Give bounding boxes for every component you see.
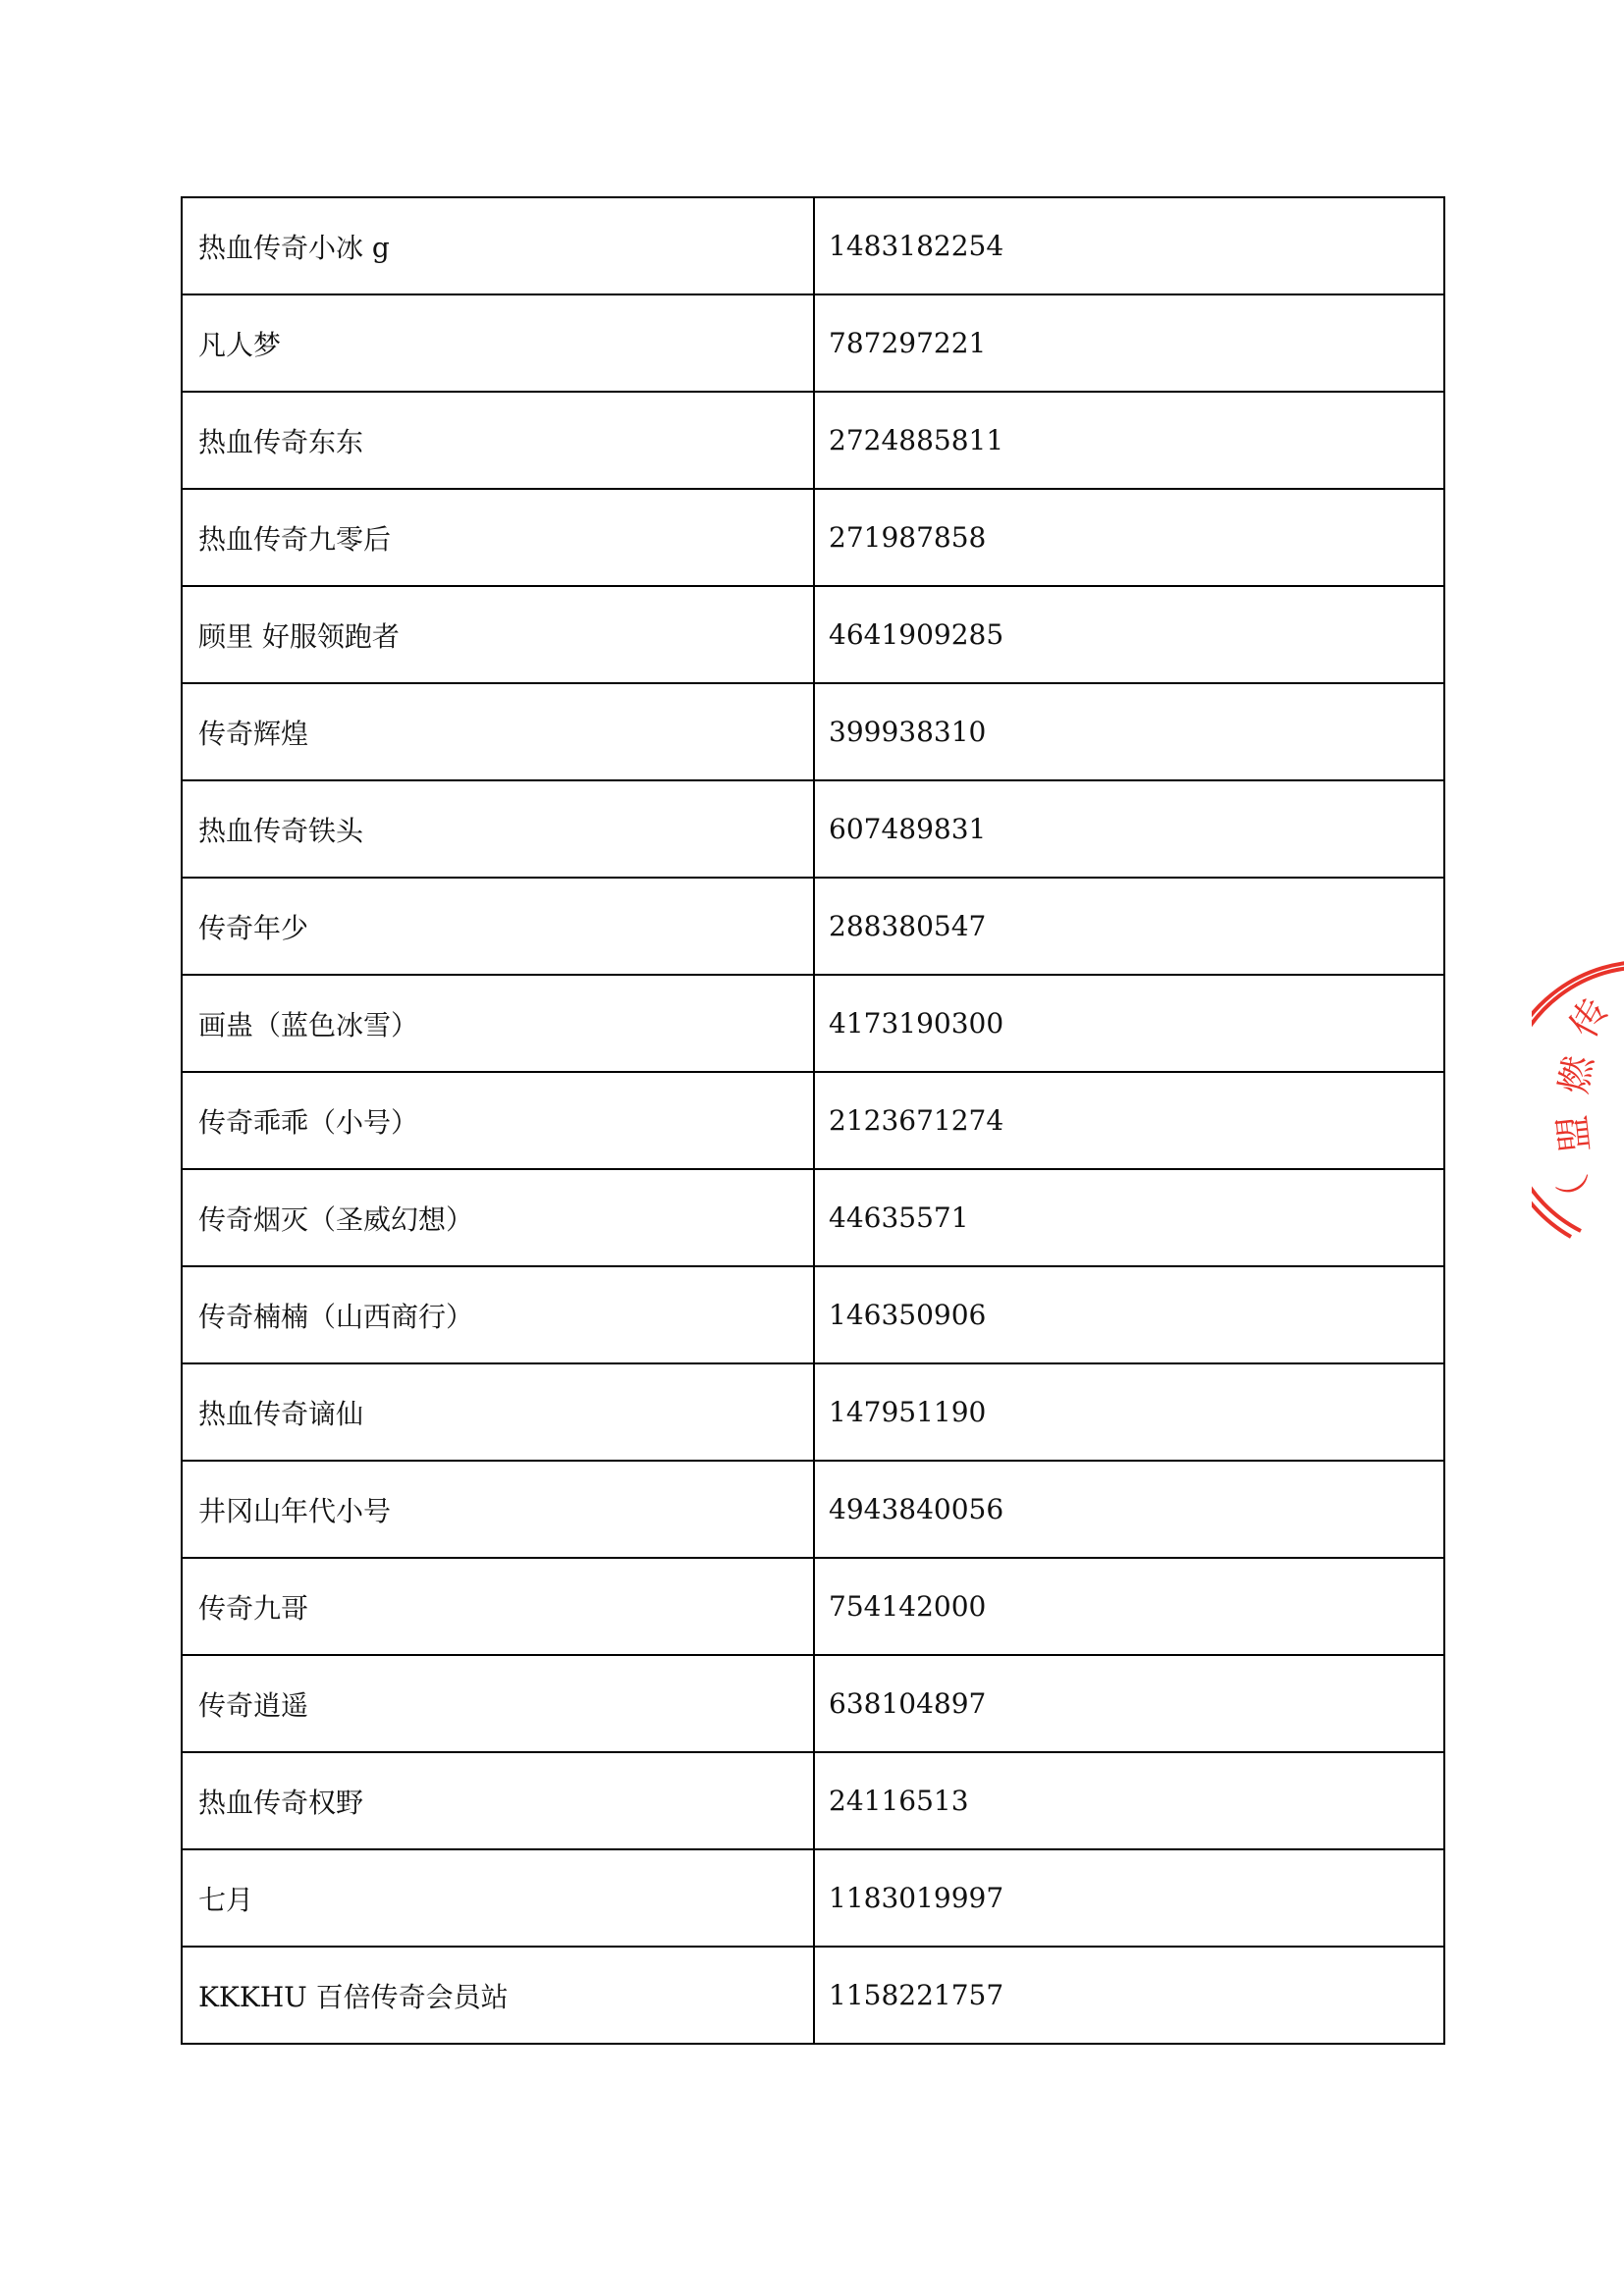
table-row (182, 1461, 1444, 1558)
table-row (182, 780, 1444, 878)
seal-ring-arc-inner (1532, 967, 1624, 1231)
name-cell: 热血传奇九零后 (182, 489, 814, 586)
id-cell: 1183019997 (814, 1849, 1444, 1947)
table-row (182, 1752, 1444, 1849)
seal-glyph: 盟 (1549, 1112, 1597, 1155)
id-cell: 399938310 (814, 683, 1444, 780)
records-table-body (182, 197, 1444, 2044)
table-row (182, 392, 1444, 489)
name-cell: 凡人梦 (182, 294, 814, 392)
table-row (182, 1849, 1444, 1947)
table-row (182, 294, 1444, 392)
id-cell: 146350906 (814, 1266, 1444, 1363)
table-row (182, 1072, 1444, 1169)
table-row (182, 878, 1444, 975)
seal-glyph: （ (1551, 1169, 1606, 1221)
id-cell: 24116513 (814, 1752, 1444, 1849)
table-row (182, 1558, 1444, 1655)
id-cell: 44635571 (814, 1169, 1444, 1266)
table-row (182, 1266, 1444, 1363)
name-cell: 传奇逍遥 (182, 1655, 814, 1752)
name-cell: 传奇烟灭（圣威幻想） (182, 1169, 814, 1266)
id-cell: 2724885811 (814, 392, 1444, 489)
id-cell: 4173190300 (814, 975, 1444, 1072)
name-cell: 画蛊（蓝色冰雪） (182, 975, 814, 1072)
name-cell: 井冈山年代小号 (182, 1461, 814, 1558)
name-cell: 传奇九哥 (182, 1558, 814, 1655)
table-row (182, 1363, 1444, 1461)
name-cell: 热血传奇东东 (182, 392, 814, 489)
seal-glyph: 燃 (1551, 1052, 1601, 1097)
id-cell: 607489831 (814, 780, 1444, 878)
id-cell: 1158221757 (814, 1947, 1444, 2044)
name-cell: 传奇乖乖（小号） (182, 1072, 814, 1169)
name-cell: KKKHU 百倍传奇会员站 (182, 1947, 814, 2044)
name-cell: 热血传奇权野 (182, 1752, 814, 1849)
table-row (182, 197, 1444, 294)
seal-stamp (1532, 942, 1624, 1276)
table-row (182, 1655, 1444, 1752)
table-row (182, 489, 1444, 586)
name-cell: 传奇楠楠（山西商行） (182, 1266, 814, 1363)
id-cell: 288380547 (814, 878, 1444, 975)
table-row (182, 1169, 1444, 1266)
id-cell: 271987858 (814, 489, 1444, 586)
id-cell: 147951190 (814, 1363, 1444, 1461)
name-cell: 传奇辉煌 (182, 683, 814, 780)
name-cell: 热血传奇铁头 (182, 780, 814, 878)
records-table (181, 196, 1445, 2045)
seal-stamp-group (1532, 962, 1624, 1237)
id-cell: 4943840056 (814, 1461, 1444, 1558)
name-cell: 热血传奇小冰 g (182, 197, 814, 294)
id-cell: 1483182254 (814, 197, 1444, 294)
name-cell: 传奇年少 (182, 878, 814, 975)
name-cell: 热血传奇谪仙 (182, 1363, 814, 1461)
table-row (182, 683, 1444, 780)
id-cell: 754142000 (814, 1558, 1444, 1655)
table-row (182, 1947, 1444, 2044)
name-cell: 顾里 好服领跑者 (182, 586, 814, 683)
id-cell: 638104897 (814, 1655, 1444, 1752)
id-cell: 787297221 (814, 294, 1444, 392)
table-row (182, 975, 1444, 1072)
seal-glyph: 传 (1561, 990, 1617, 1044)
id-cell: 4641909285 (814, 586, 1444, 683)
seal-ring-arc (1532, 962, 1624, 1237)
name-cell: 七月 (182, 1849, 814, 1947)
table-row (182, 586, 1444, 683)
id-cell: 2123671274 (814, 1072, 1444, 1169)
